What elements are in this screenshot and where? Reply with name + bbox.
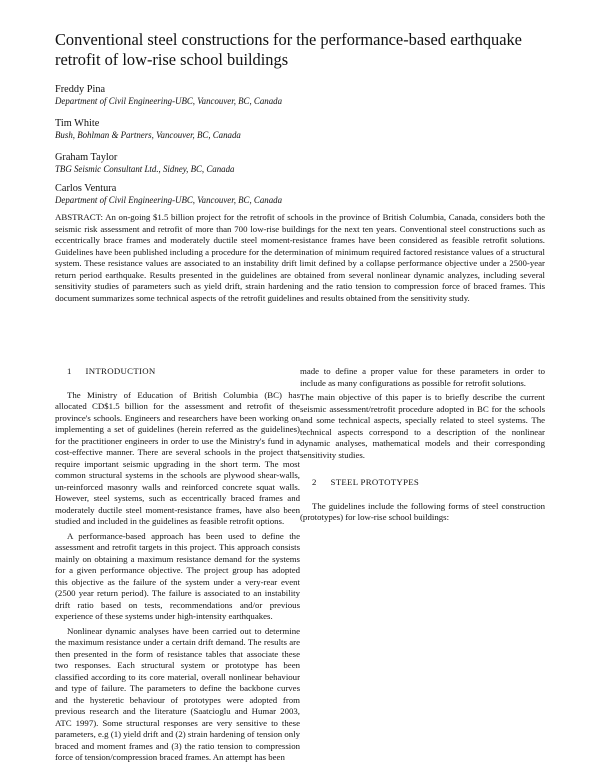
- section-heading: [300, 477, 545, 489]
- author-block: [55, 84, 555, 107]
- author-name: Freddy Pina: [55, 84, 106, 95]
- paragraph-continued: made to define a proper value for these parameters in order to include as many configurations as possible for retrofit solutions.: [300, 366, 545, 388]
- section-title: INTRODUCTION: [85, 366, 156, 376]
- author-name: Graham Taylor: [55, 152, 118, 163]
- author-name: Carlos Ventura: [55, 183, 117, 194]
- author-affiliation: Bush, Bohlman & Partners, Vancouver, BC, Canada: [55, 130, 241, 140]
- paragraph: The main objective of this paper is to briefly describe the current seismic assessment/retrofit procedure adopted in BC for the schools and some technical aspects, specially related to steel systems. The technical aspects correspond to a description of the nonlinear dynamic analyses, mathematical models and their corresponding sensitivity studies.: [300, 392, 545, 460]
- section-title: STEEL PROTOTYPES: [330, 477, 420, 487]
- paragraph: The guidelines include the following forms of steel construction (prototypes) for low-rise school buildings:: [300, 500, 545, 522]
- author-block: [55, 183, 555, 206]
- author-block: [55, 152, 555, 175]
- author-block: [55, 118, 555, 141]
- paragraph: The Ministry of Education of British Columbia (BC) has allocated CD$1.5 billion for the assessment and retrofit of the province's schools. Engineers and researchers have been working on implementing a set of guidelines (herein referred as the guidelines) for the practitioner engineers in order to use the Ministry's fund in a cost-effective manner. There are several schools in the project that require important seismic upgrading in the short term. The most common structural systems in the schools are plywood shear-walls, un-reinforced masonry walls and reinforced concrete squat walls. However, steel systems, such as eccentrically braced frames and moderately ductile steel moment-resistance frames, have also been studied and included in the guidelines as feasible retrofit options.: [55, 389, 300, 526]
- paragraph: Nonlinear dynamic analyses have been carried out to determine the maximum resistance under a certain drift demand. The results are then presented in the form of resistance tables that associate these two responses. Each structural system or prototype has been classified according to its core material, overall nonlinear behaviour and type of failure. The parameters to define the backbone curves and the hysteretic behaviour of prototypes were adopted from previous research and the literature (Saatcioglu and Humar 2003, ATC 1997). Some structural responses are very sensitive to these parameters, e.g (1) yield drift and (2) strain hardening of tension only braced and moment frames and (3) the ratio tension to compression force of tension/compression braced frames. An attempt has been: [55, 625, 300, 762]
- paper-title: Conventional steel constructions for the performance-based earthquake retrofit of low-rise school buildings: [55, 30, 522, 69]
- left-column: [55, 366, 300, 764]
- author-name: Tim White: [55, 118, 100, 129]
- author-affiliation: Department of Civil Engineering-UBC, Vancouver, BC, Canada: [55, 96, 283, 106]
- paragraph: A performance-based approach has been used to define the assessment and retrofit targets in this project. This approach consists mainly on obtaining a maximum resistance demand for the systems for a given performance objective. The project group has adopted this objective as the failure of the system under a very-rear event (2500 year return period). The failure is associated to an instability drift ratio based on tests, recommendations and/or previous experience of these systems under high-intensity earthquakes.: [55, 530, 300, 621]
- section-number: 2: [312, 477, 317, 487]
- section-number: 1: [67, 366, 72, 376]
- right-column: [300, 366, 545, 524]
- section-heading: [55, 366, 300, 378]
- author-affiliation: TBG Seismic Consultant Ltd., Sidney, BC, Canada: [55, 164, 235, 174]
- abstract: ABSTRACT: An on-going $1.5 billion project for the retrofit of schools in the province of British Columbia, Canada, considers both the seismic risk assessment and retrofit of more than 700 low-rise buildings for the next ten years. Conventional steel constructions such as eccentrically brace frames and moderately ductile steel moment-resistance frames have been considered as feasible retrofit solutions. Guidelines have been published including a procedure for the determination of minimum required factored resistance values of a structural system. These resistance values are associated to an instability drift limit defined by a collapse performance objective under a 2500-year return period earthquake. Results presented in the guidelines are obtained from several nonlinear dynamic analyzes, including several sensitivity studies of parameters such as yield drift, strain hardening and the ratio tension to compression force of braced frames. This document summarizes some technical aspects of the retrofit guidelines and results obtained from the sensitivity study.: [55, 212, 545, 303]
- author-affiliation: Department of Civil Engineering-UBC, Vancouver, BC, Canada: [55, 195, 283, 205]
